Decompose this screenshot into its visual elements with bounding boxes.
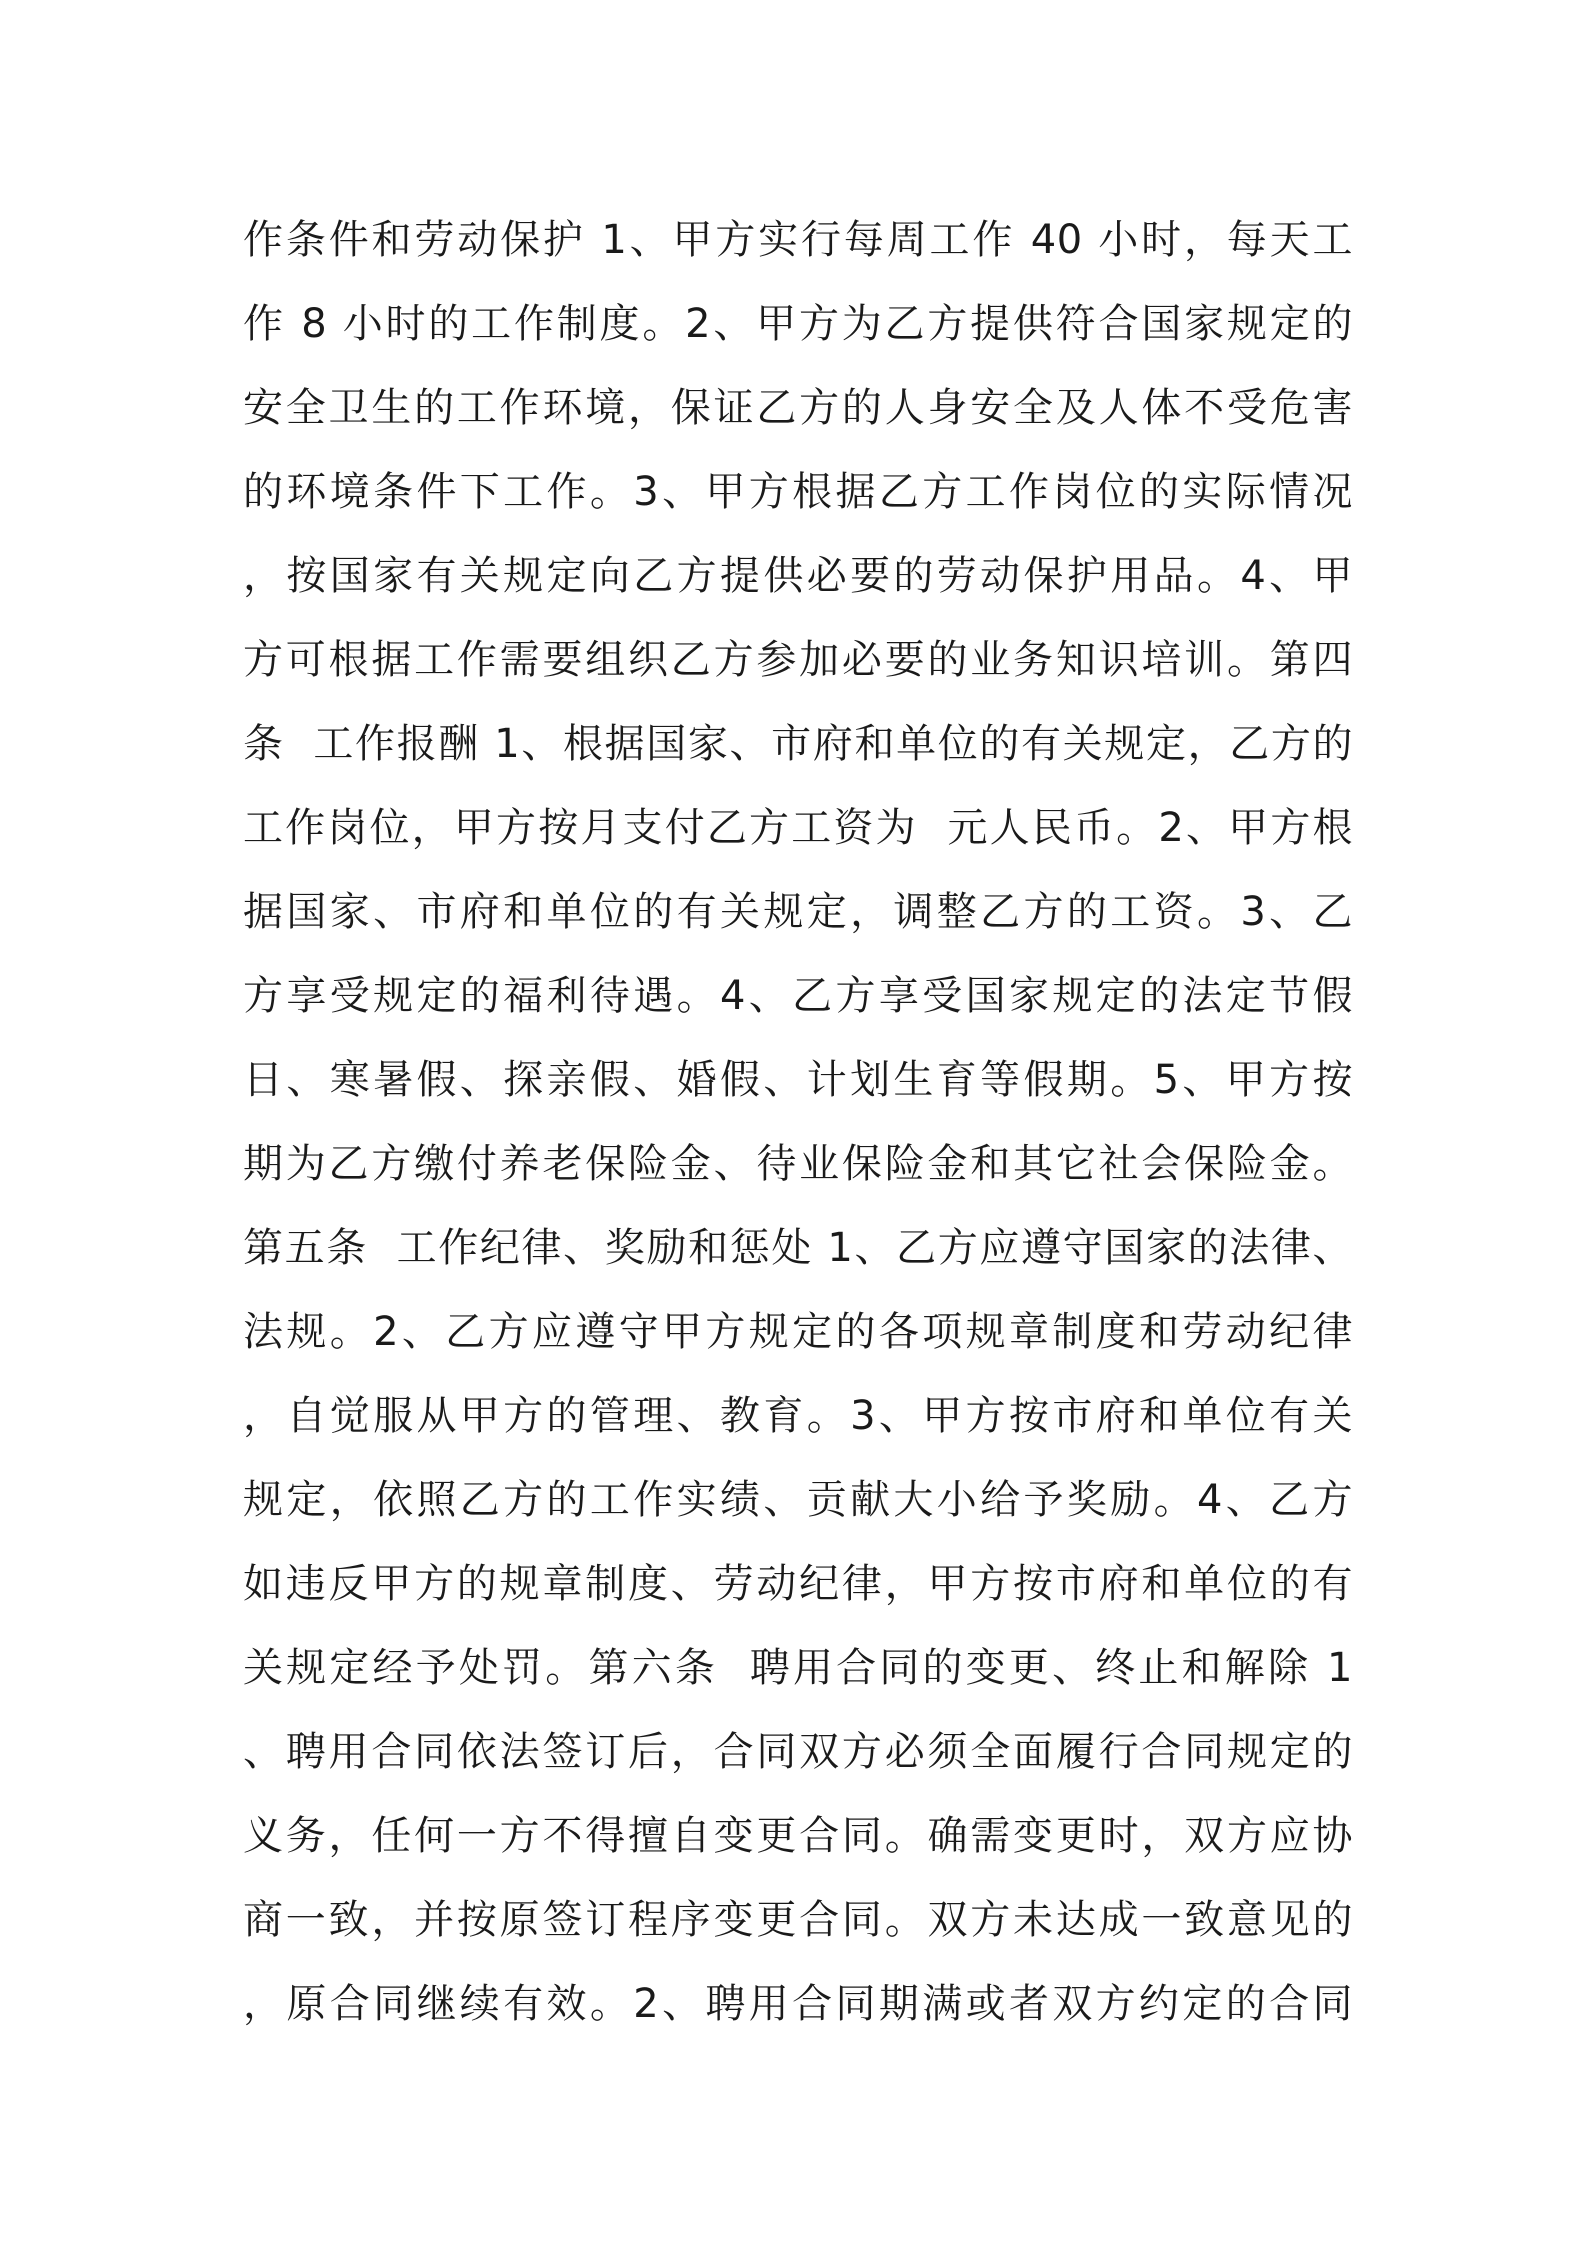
- text-line: 义务，任何一方不得擅自变更合同。确需变更时，双方应协: [243, 1813, 1353, 1859]
- text-line: 商一致，并按原签订程序变更合同。双方未达成一致意见的: [243, 1897, 1353, 1943]
- text-line: 安全卫生的工作环境，保证乙方的人身安全及人体不受危害: [243, 385, 1353, 431]
- text-line: 规定，依照乙方的工作实绩、贡献大小给予奖励。4、乙方: [243, 1477, 1353, 1523]
- text-line: 关规定经予处罚。第六条 聘用合同的变更、终止和解除 1: [243, 1645, 1353, 1691]
- text-line: 、聘用合同依法签订后，合同双方必须全面履行合同规定的: [243, 1729, 1353, 1775]
- text-line: 作条件和劳动保护 1、甲方实行每周工作 40 小时，每天工: [243, 217, 1353, 263]
- text-line: 方可根据工作需要组织乙方参加必要的业务知识培训。第四: [243, 637, 1353, 683]
- text-line: 第五条 工作纪律、奖励和惩处 1、乙方应遵守国家的法律、: [243, 1225, 1353, 1271]
- text-line: 期为乙方缴付养老保险金、待业保险金和其它社会保险金。: [243, 1141, 1353, 1187]
- text-line: 方享受规定的福利待遇。4、乙方享受国家规定的法定节假: [243, 973, 1353, 1019]
- text-line: 的环境条件下工作。3、甲方根据乙方工作岗位的实际情况: [243, 469, 1353, 515]
- text-line: 工作岗位，甲方按月支付乙方工资为 元人民币。2、甲方根: [243, 805, 1353, 851]
- text-line: 如违反甲方的规章制度、劳动纪律，甲方按市府和单位的有: [243, 1561, 1353, 1607]
- text-line: ，自觉服从甲方的管理、教育。3、甲方按市府和单位有关: [243, 1393, 1353, 1439]
- text-line: 作 8 小时的工作制度。2、甲方为乙方提供符合国家规定的: [243, 301, 1353, 347]
- text-line: 据国家、市府和单位的有关规定，调整乙方的工资。3、乙: [243, 889, 1353, 935]
- text-line: 日、寒暑假、探亲假、婚假、计划生育等假期。5、甲方按: [243, 1057, 1353, 1103]
- text-line: ，原合同继续有效。2、聘用合同期满或者双方约定的合同: [243, 1981, 1353, 2027]
- text-line: ，按国家有关规定向乙方提供必要的劳动保护用品。4、甲: [243, 553, 1353, 599]
- text-line: 法规。2、乙方应遵守甲方规定的各项规章制度和劳动纪律: [243, 1309, 1353, 1355]
- contract-body-text: [243, 198, 1353, 2046]
- text-line: 条 工作报酬 1、根据国家、市府和单位的有关规定，乙方的: [243, 721, 1353, 767]
